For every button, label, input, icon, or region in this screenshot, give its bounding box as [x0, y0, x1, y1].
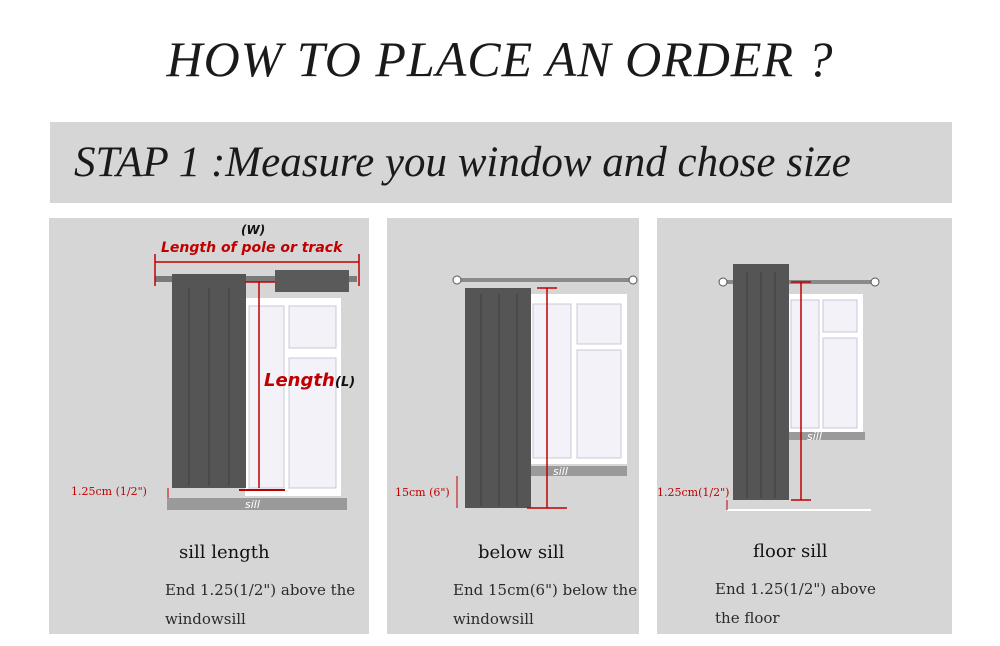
length-abbrev: (L) — [335, 375, 356, 390]
step-title: STAP 1 :Measure you window and chose size — [74, 139, 851, 186]
note-line: End 15cm(6") below the — [453, 581, 638, 599]
panel-below-sill — [387, 218, 639, 634]
sill-label: sill — [807, 430, 822, 443]
window-pane — [577, 304, 621, 344]
panel-caption: floor sill — [753, 541, 828, 562]
step-banner — [50, 122, 952, 203]
panel-floor-sill — [657, 218, 952, 634]
sill-label: sill — [245, 498, 260, 511]
measure-label: 1.25cm (1/2") — [71, 485, 147, 498]
window-pane — [249, 306, 284, 488]
length-label: Length — [264, 370, 335, 391]
window-pane — [577, 350, 621, 458]
window-pane — [289, 306, 336, 348]
sill-label: sill — [553, 465, 568, 478]
panel-note — [715, 575, 876, 633]
width-abbrev: (W) — [241, 223, 266, 237]
floor-sill-illustration — [657, 218, 952, 634]
panel-caption: sill length — [179, 542, 270, 563]
panel-note — [165, 576, 355, 634]
note-line: End 1.25(1/2") above the — [165, 581, 356, 599]
note-line: windowsill — [453, 610, 534, 628]
window-pane — [791, 300, 819, 428]
curtain-gathered — [275, 270, 349, 292]
note-line: windowsill — [165, 610, 246, 628]
window-sill — [527, 466, 627, 476]
window-pane — [823, 338, 857, 428]
page-title: HOW TO PLACE AN ORDER ? — [166, 31, 834, 87]
window-sill — [785, 432, 865, 440]
below-sill-illustration — [387, 218, 639, 634]
width-label: Length of pole or track — [161, 240, 343, 256]
panel-note — [453, 576, 637, 634]
window-pane — [533, 304, 571, 458]
measure-label: 15cm (6") — [395, 486, 450, 499]
curtain-pole — [457, 278, 633, 282]
note-line: End 1.25(1/2") above — [715, 580, 876, 598]
note-line: the floor — [715, 609, 780, 627]
window-pane — [823, 300, 857, 332]
measure-label: 1.25cm(1/2") — [657, 486, 730, 499]
panel-sill-length — [49, 218, 369, 634]
sill-length-illustration — [49, 218, 369, 634]
panel-caption: below sill — [478, 542, 565, 563]
